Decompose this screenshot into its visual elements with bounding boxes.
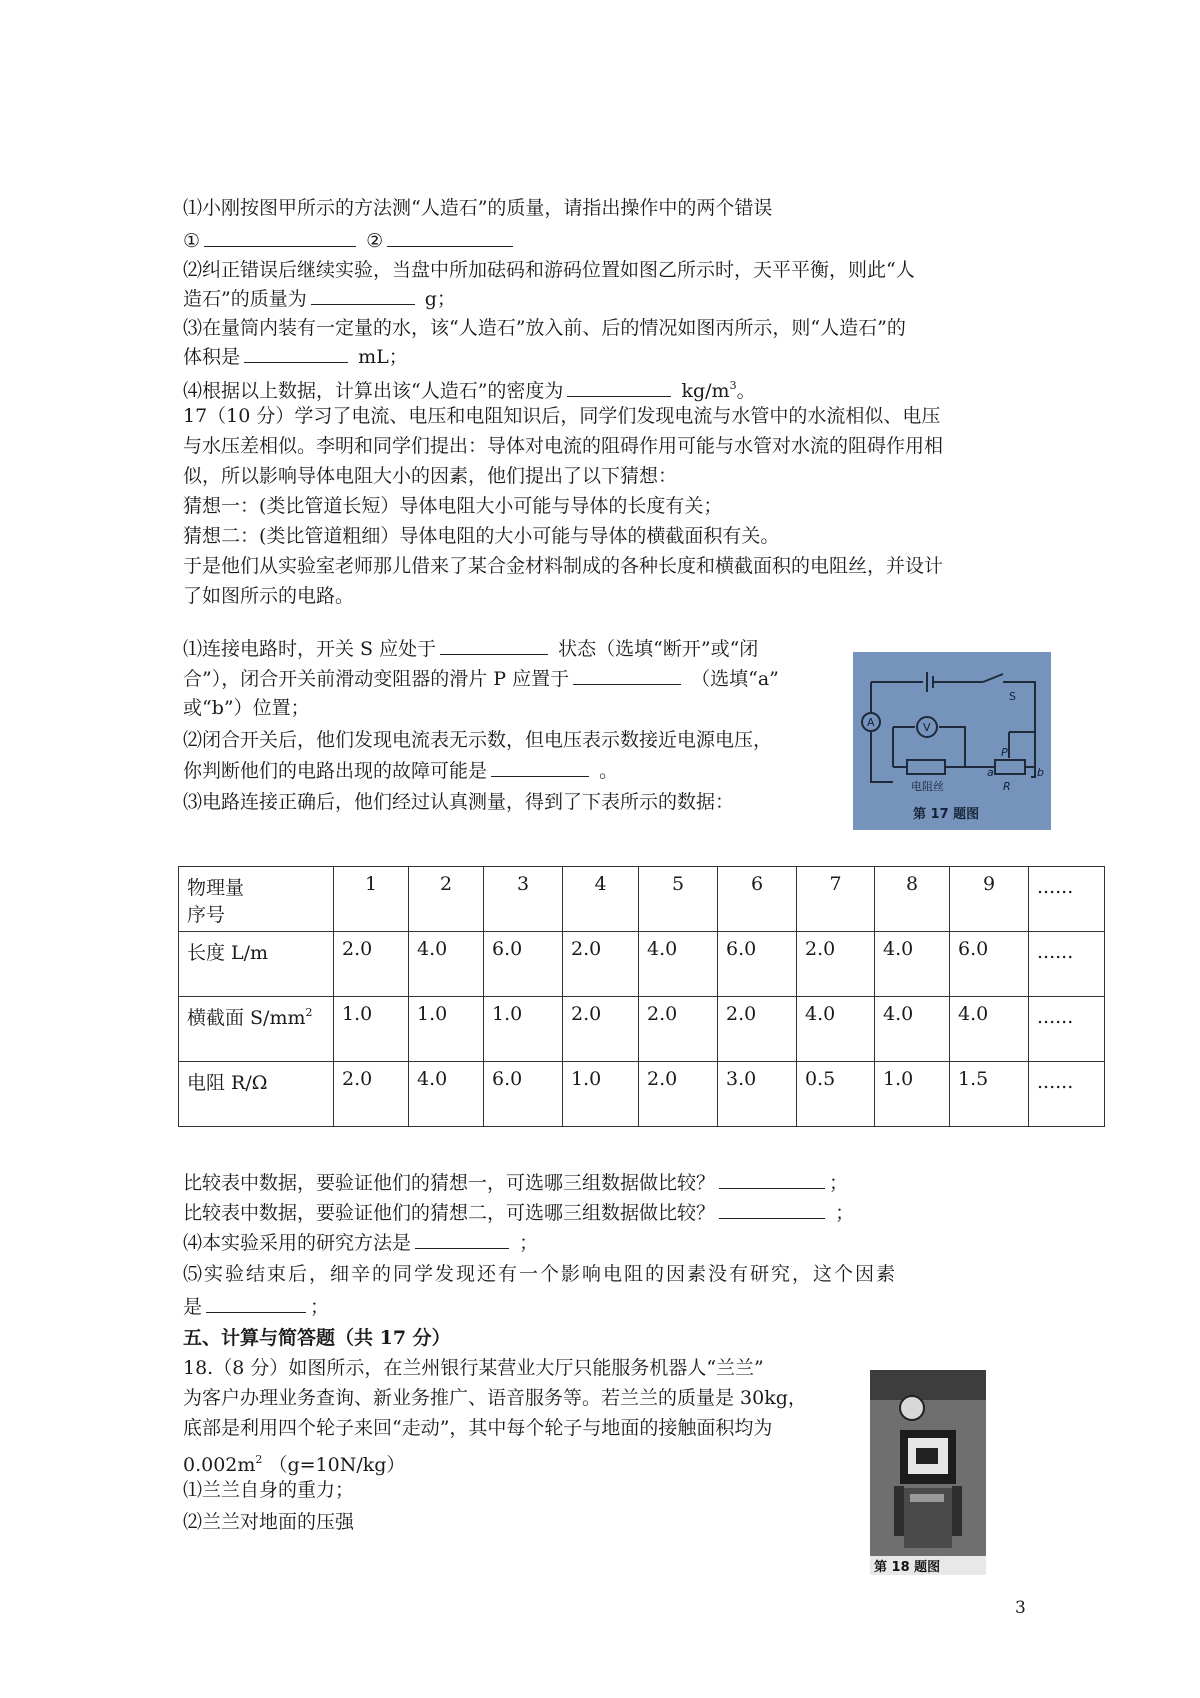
row-label-text: 横截面 S/mm — [187, 1007, 306, 1029]
page-number: 3 — [1015, 1598, 1026, 1618]
table-cell: 1.0 — [409, 997, 484, 1062]
s1-line-a — [183, 636, 758, 661]
header-col: 3 — [484, 867, 563, 932]
s3-line: ⑶电路连接正确后，他们经过认真测量，得到了下表所示的数据： — [183, 791, 735, 813]
table-cell: 1.0 — [875, 1062, 950, 1127]
header-col: 2 — [409, 867, 484, 932]
q2-line-b — [183, 286, 456, 311]
q2-unit: g； — [424, 288, 456, 310]
q2-blank[interactable] — [311, 286, 415, 305]
q2-line-a: ⑵纠正错误后继续实验，当盘中所加砝码和游码位置如图乙所示时，天平平衡，则此“人 — [183, 259, 915, 281]
table-cell: 3.0 — [718, 1062, 797, 1127]
table-row — [179, 1062, 1105, 1127]
cmp1-text: 比较表中数据，要验证他们的猜想一，可选哪三组数据做比较？ — [183, 1172, 716, 1194]
row-label — [179, 932, 334, 997]
q4-blank[interactable] — [567, 378, 671, 397]
row-label-sup: 2 — [305, 1006, 313, 1019]
q18-line3: 底部是利用四个轮子来回“走动”，其中每个轮子与地面的接触面积均为 — [183, 1417, 773, 1439]
s5b-post: ； — [310, 1296, 330, 1318]
header-col: 9 — [950, 867, 1029, 932]
table-cell: 4.0 — [409, 1062, 484, 1127]
q18-sub2: ⑵兰兰对地面的压强 — [183, 1511, 355, 1533]
s4-text: ⑷本实验采用的研究方法是 — [183, 1232, 412, 1254]
s4-line — [183, 1230, 538, 1255]
p17-line2: 与水压差相似。李明和同学们提出：导体对电流的阻碍作用可能与水管对水流的阻碍作用相 — [183, 435, 944, 457]
s2-line-a: ⑵闭合开关后，他们发现电流表无示数，但电压表示数接近电源电压， — [183, 729, 773, 751]
s2-blank[interactable] — [491, 758, 589, 777]
s4-post: ； — [519, 1232, 539, 1254]
q1-mark2: ② — [366, 230, 384, 252]
s2b-post: 。 — [599, 760, 619, 782]
q18-line1: 18.（8 分）如图所示，在兰州银行某营业大厅只能服务机器人“兰兰” — [183, 1357, 764, 1379]
row-label-text: 长度 L/m — [187, 942, 269, 964]
q1-blank1[interactable] — [204, 228, 356, 247]
table-cell: 2.0 — [639, 1062, 718, 1127]
table-cell: 2.0 — [563, 932, 639, 997]
s1a-post: 状态（选填“断开”或“闭 — [558, 638, 759, 660]
q1-answers — [183, 228, 517, 253]
table-cell: 4.0 — [875, 997, 950, 1062]
q18-area: 0.002m — [183, 1454, 256, 1476]
fig17-caption: 第 17 题图 — [913, 807, 980, 822]
guess-2: 猜想二：(类比管道粗细）导体电阻的大小可能与导体的横截面积有关。 — [183, 525, 780, 547]
q18-g: （g=10N/kg） — [268, 1454, 406, 1476]
s2-line-b — [183, 758, 618, 783]
s5-line-b — [183, 1294, 329, 1319]
q4-unit: kg/m — [681, 380, 730, 402]
terminal-a: a — [987, 766, 994, 779]
circuit-diagram — [853, 652, 1051, 830]
table-cell: 2.0 — [563, 997, 639, 1062]
table-cell: 1.5 — [950, 1062, 1029, 1127]
header-more: ...... — [1029, 867, 1105, 932]
table-cell: 4.0 — [875, 932, 950, 997]
resistor-label: 电阻丝 — [911, 780, 944, 793]
fig18-caption: 第 18 题图 — [874, 1560, 941, 1575]
table-cell: 1.0 — [334, 997, 409, 1062]
table-row — [179, 932, 1105, 997]
cmp2-text: 比较表中数据，要验证他们的猜想二，可选哪三组数据做比较？ — [183, 1202, 716, 1224]
row-more: ...... — [1029, 932, 1105, 997]
terminal-b: b — [1037, 766, 1044, 779]
header-col: 7 — [797, 867, 875, 932]
row-label — [179, 997, 334, 1062]
q3-text: 体积是 — [183, 346, 241, 368]
q1-blank2[interactable] — [387, 228, 513, 247]
s5-blank[interactable] — [206, 1294, 306, 1313]
p17-line3: 似，所以影响导体电阻大小的因素，他们提出了以下猜想： — [183, 465, 678, 487]
q4-line — [183, 374, 756, 403]
row-label — [179, 1062, 334, 1127]
slider-label: P — [1001, 746, 1008, 759]
s1b-text: 合”），闭合开关前滑动变阻器的滑片 P 应置于 — [183, 668, 570, 690]
table-cell: 6.0 — [950, 932, 1029, 997]
s1-line-b — [183, 666, 779, 691]
header-col: 1 — [334, 867, 409, 932]
row-label-text: 电阻 R/Ω — [187, 1072, 268, 1094]
table-cell: 2.0 — [334, 932, 409, 997]
q3-blank[interactable] — [244, 344, 348, 363]
header-col: 4 — [563, 867, 639, 932]
table-cell: 6.0 — [718, 932, 797, 997]
s1-line-c: 或“b”）位置； — [183, 697, 310, 719]
s5-line-a: ⑸实验结束后，细辛的同学发现还有一个影响电阻的因素没有研究，这个因素 — [183, 1263, 898, 1285]
cmp2-blank[interactable] — [719, 1200, 825, 1219]
row-more: ...... — [1029, 1062, 1105, 1127]
p17-line1: 17（10 分）学习了电流、电压和电阻知识后，同学们发现电流与水管中的水流相似、电压 — [183, 405, 941, 427]
voltmeter-label: V — [923, 721, 931, 734]
robot-image — [870, 1370, 986, 1575]
table-header-row — [179, 867, 1105, 932]
header-col: 5 — [639, 867, 718, 932]
q18-sub1: ⑴兰兰自身的重力； — [183, 1479, 355, 1501]
cmp1-post: ； — [829, 1172, 849, 1194]
q18-line4 — [183, 1448, 405, 1477]
table-cell: 6.0 — [484, 1062, 563, 1127]
rheostat-label: R — [1003, 780, 1011, 793]
s1-blank1[interactable] — [440, 636, 548, 655]
table-cell: 6.0 — [484, 932, 563, 997]
q4-text: ⑷根据以上数据，计算出该“人造石”的密度为 — [183, 380, 564, 402]
table-cell: 4.0 — [950, 997, 1029, 1062]
table-cell: 0.5 — [797, 1062, 875, 1127]
header-col: 6 — [718, 867, 797, 932]
q1-mark1: ① — [183, 230, 201, 252]
q2-text: 造石”的质量为 — [183, 288, 307, 310]
s1-blank2[interactable] — [573, 666, 681, 685]
header-col: 8 — [875, 867, 950, 932]
guess-1: 猜想一：(类比管道长短）导体电阻大小可能与导体的长度有关； — [183, 495, 723, 517]
q4-unit-sup: 3 — [729, 379, 737, 392]
table-cell: 1.0 — [484, 997, 563, 1062]
table-cell: 2.0 — [718, 997, 797, 1062]
ammeter-label: A — [867, 716, 875, 729]
cmp1-blank[interactable] — [719, 1170, 825, 1189]
q18-line2: 为客户办理业务查询、新业务推广、语音服务等。若兰兰的质量是 30kg， — [183, 1387, 807, 1409]
table-cell: 2.0 — [797, 932, 875, 997]
s4-blank[interactable] — [415, 1230, 509, 1249]
table-cell: 4.0 — [409, 932, 484, 997]
table-cell: 4.0 — [797, 997, 875, 1062]
compare-1 — [183, 1170, 848, 1195]
section-five-heading: 五、计算与简答题（共 17 分） — [183, 1327, 451, 1349]
table-cell: 2.0 — [334, 1062, 409, 1127]
table-cell: 2.0 — [639, 997, 718, 1062]
q18-area-sup: 2 — [255, 1453, 263, 1466]
data-table — [178, 866, 1105, 1127]
compare-2 — [183, 1200, 854, 1225]
row-more: ...... — [1029, 997, 1105, 1062]
header-line1: 物理量 — [187, 877, 245, 899]
s1a-text: ⑴连接电路时，开关 S 应处于 — [183, 638, 437, 660]
header-line2: 序号 — [187, 904, 226, 926]
circuit-figure — [853, 652, 1051, 830]
table-cell: 4.0 — [639, 932, 718, 997]
p17-line4: 于是他们从实验室老师那儿借来了某合金材料制成的各种长度和横截面积的电阻丝，并设计 — [183, 555, 944, 577]
table-cell: 1.0 — [563, 1062, 639, 1127]
q3-unit: mL； — [358, 346, 408, 368]
s2b-text: 你判断他们的电路出现的故障可能是 — [183, 760, 488, 782]
table-row — [179, 997, 1105, 1062]
robot-photo — [870, 1370, 986, 1575]
q3-line-a: ⑶在量筒内装有一定量的水，该“人造石”放入前、后的情况如图丙所示，则“人造石”的 — [183, 317, 906, 339]
switch-label: S — [1009, 690, 1016, 703]
q1-intro: ⑴小刚按图甲所示的方法测“人造石”的质量，请指出操作中的两个错误 — [183, 197, 773, 219]
s5b-text: 是 — [183, 1296, 203, 1318]
cmp2-post: ； — [835, 1202, 855, 1224]
q3-line-b — [183, 344, 408, 369]
q4-end: 。 — [736, 380, 756, 402]
header-cell — [179, 867, 334, 932]
p17-line5: 了如图所示的电路。 — [183, 585, 355, 607]
s1b-post: （选填“a” — [691, 668, 779, 690]
